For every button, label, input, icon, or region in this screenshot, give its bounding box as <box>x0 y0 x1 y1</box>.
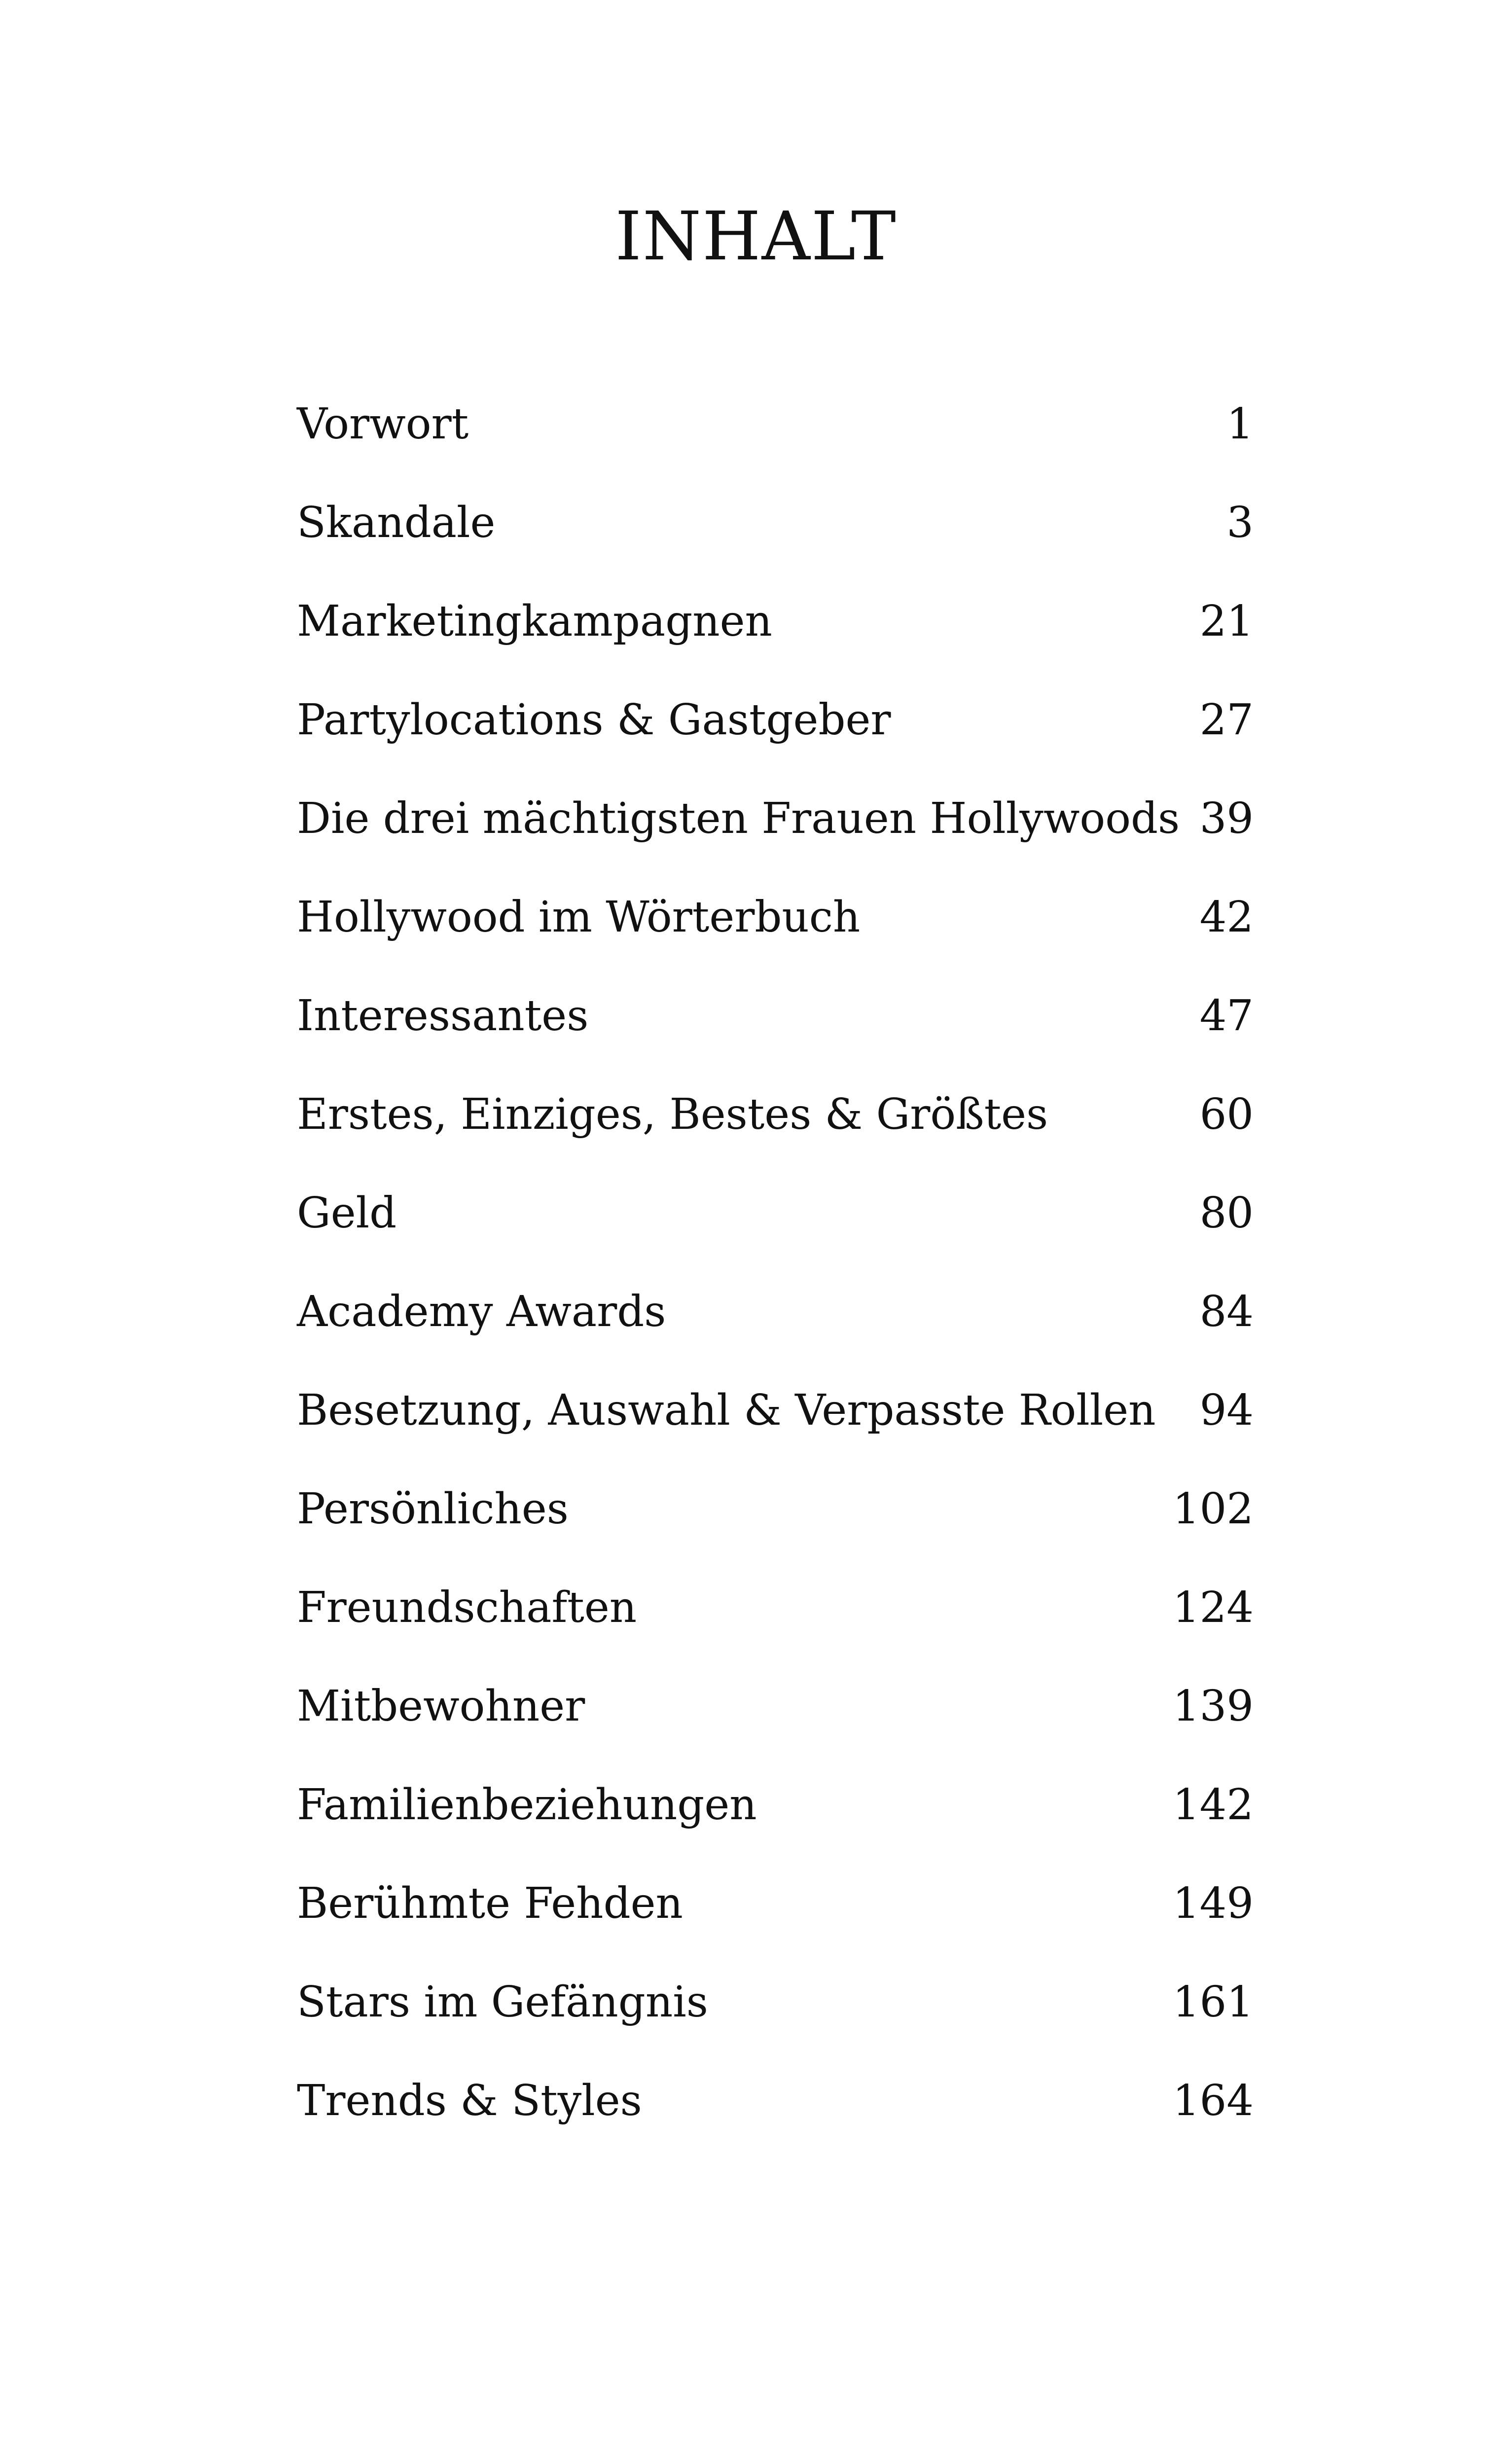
toc-entry-title: Vorwort <box>297 399 469 449</box>
page-title: INHALT <box>615 198 897 276</box>
toc-entry-page-number: 124 <box>1172 1583 1254 1632</box>
toc-entry-title: Hollywood im Wörterbuch <box>297 893 861 942</box>
toc-entry[interactable] <box>297 1164 1254 1262</box>
toc-entry[interactable] <box>297 1756 1254 1854</box>
toc-entry[interactable] <box>297 375 1254 473</box>
toc-entry-page-number: 161 <box>1172 1978 1254 2027</box>
toc-entry[interactable] <box>297 1361 1254 1460</box>
toc-entry-title: Partylocations & Gastgeber <box>297 695 891 745</box>
toc-entry[interactable] <box>297 1460 1254 1558</box>
toc-entry-page-number: 27 <box>1199 695 1254 745</box>
toc-entry-title: Freundschaften <box>297 1583 637 1632</box>
toc-entry-page-number: 94 <box>1199 1386 1254 1435</box>
toc-entry-title: Marketingkampagnen <box>297 597 772 646</box>
toc-entry[interactable] <box>297 769 1254 868</box>
toc-entry-page-number: 164 <box>1172 2076 1254 2125</box>
toc-entry-page-number: 21 <box>1199 597 1254 646</box>
toc-entry-title: Interessantes <box>297 991 589 1041</box>
toc-entry[interactable] <box>297 473 1254 572</box>
toc-entry-page-number: 3 <box>1226 498 1254 547</box>
toc-entry-page-number: 84 <box>1199 1287 1254 1336</box>
toc-entry[interactable] <box>297 671 1254 769</box>
toc-entry-title: Besetzung, Auswahl & Verpasste Rollen <box>297 1386 1156 1435</box>
table-of-contents <box>297 375 1254 2150</box>
toc-entry-title: Geld <box>297 1188 397 1238</box>
toc-entry-title: Persönliches <box>297 1484 569 1534</box>
toc-entry-title: Erstes, Einziges, Bestes & Größtes <box>297 1090 1048 1139</box>
toc-entry[interactable] <box>297 967 1254 1065</box>
toc-entry[interactable] <box>297 1657 1254 1756</box>
toc-entry-title: Berühmte Fehden <box>297 1879 683 1928</box>
toc-entry-title: Familienbeziehungen <box>297 1780 757 1830</box>
toc-entry[interactable] <box>297 2051 1254 2150</box>
toc-entry-title: Academy Awards <box>297 1287 666 1336</box>
toc-entry-page-number: 60 <box>1199 1090 1254 1139</box>
toc-entry[interactable] <box>297 572 1254 671</box>
toc-entry-page-number: 80 <box>1199 1188 1254 1238</box>
toc-entry-page-number: 102 <box>1172 1484 1254 1534</box>
toc-entry-page-number: 139 <box>1172 1682 1254 1731</box>
toc-entry-page-number: 47 <box>1199 991 1254 1041</box>
toc-entry-title: Stars im Gefängnis <box>297 1978 708 2027</box>
toc-entry-title: Skandale <box>297 498 496 547</box>
toc-entry-title: Mitbewohner <box>297 1682 585 1731</box>
toc-entry[interactable] <box>297 868 1254 967</box>
toc-entry-title: Trends & Styles <box>297 2076 642 2125</box>
toc-entry[interactable] <box>297 1065 1254 1164</box>
toc-entry-page-number: 149 <box>1172 1879 1254 1928</box>
toc-entry-page-number: 42 <box>1199 893 1254 942</box>
toc-entry-page-number: 142 <box>1172 1780 1254 1830</box>
toc-entry-page-number: 39 <box>1199 794 1254 843</box>
toc-entry[interactable] <box>297 1558 1254 1657</box>
toc-entry-page-number: 1 <box>1226 399 1254 449</box>
toc-entry[interactable] <box>297 1262 1254 1361</box>
toc-entry[interactable] <box>297 1854 1254 1953</box>
toc-entry[interactable] <box>297 1953 1254 2051</box>
toc-entry-title: Die drei mächtigsten Frauen Hollywoods <box>297 794 1180 843</box>
